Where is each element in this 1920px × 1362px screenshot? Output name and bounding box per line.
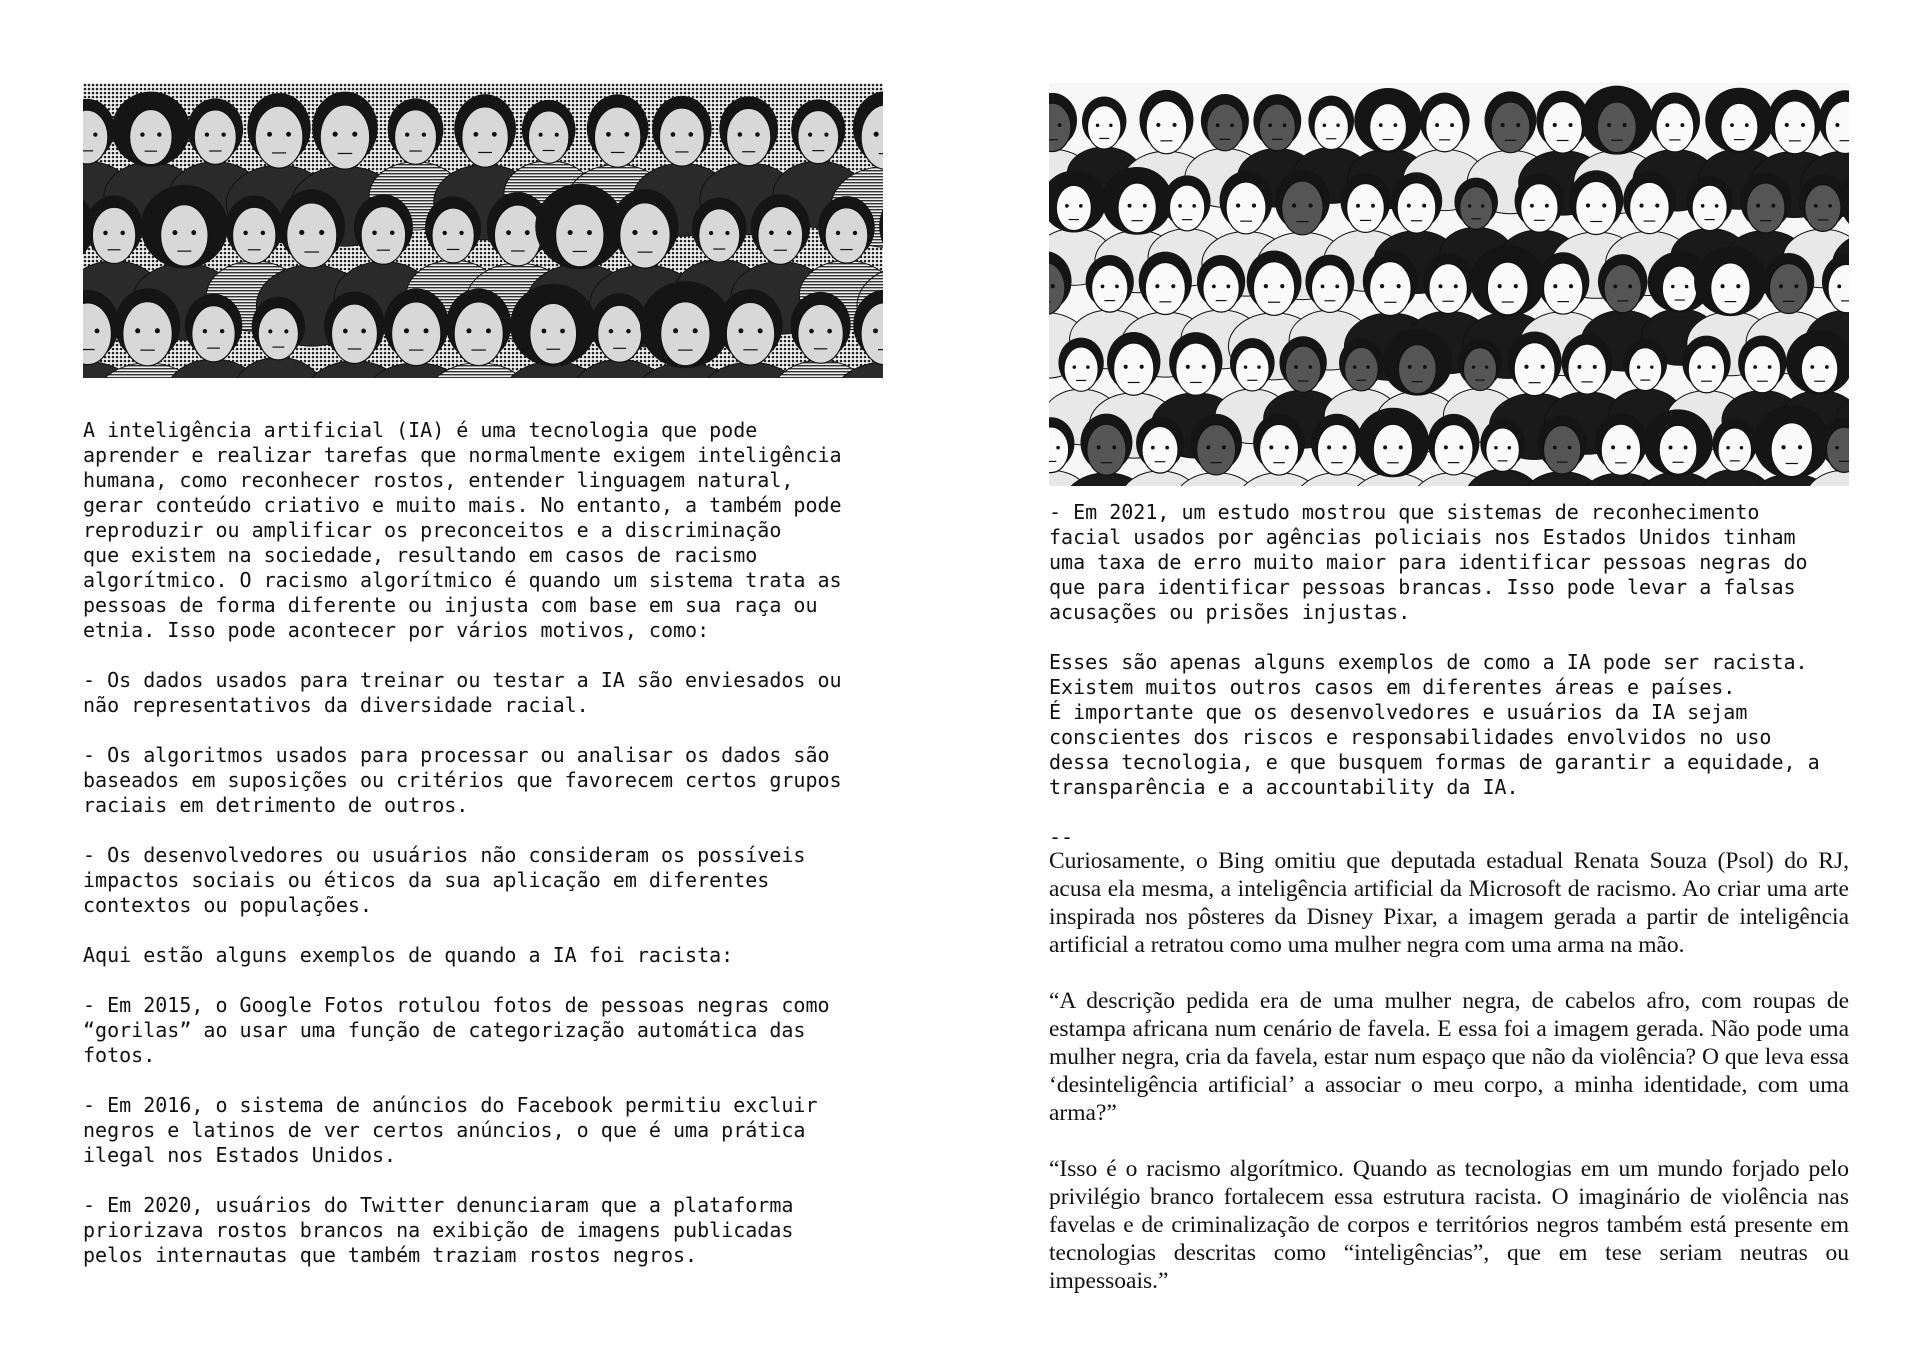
reason-item: - Os dados usados para treinar ou testar a IA são enviesados ou não representativos da diversidade racial. <box>83 668 842 717</box>
right-column <box>1049 83 1849 486</box>
separator: -- <box>1049 825 1074 849</box>
commentary <box>1049 847 1849 1323</box>
crowd-illustration-right <box>1049 83 1849 486</box>
crowd-illustration-left <box>83 83 883 378</box>
examples-heading: Aqui estão alguns exemplos de quando a IA foi racista: <box>83 943 734 967</box>
example-item: - Em 2021, um estudo mostrou que sistemas de reconhecimento facial usados por agências policiais nos Estados Unidos tinham uma taxa de erro muito maior para identificar pessoas negras do que para identificar pessoas brancas. Isso pode levar a falsas acusações ou prisões injustas. <box>1049 500 1808 624</box>
conclusion-paragraph: Esses são apenas alguns exemplos de como a IA pode ser racista. Existem muitos outros casos em diferentes áreas e países. É importante que os desenvolvedores e usuários da IA sejam conscientes dos riscos e responsabilidades envolvidos no uso dessa tecnologia, e que busquem formas de garantir a equidade, a transparência e a accountability da IA. <box>1049 650 1820 799</box>
quote-paragraph: “A descrição pedida era de uma mulher negra, de cabelos afro, com roupas de estampa africana num cenário de favela. E essa foi a imagem gerada. Não pode uma mulher negra, cria da favela, estar num espaço que não da violência? O que leva essa ‘desinteligência artificial’ a associar o meu corpo, a minha identidade, com uma arma?” <box>1049 988 1849 1126</box>
intro-paragraph: A inteligência artificial (IA) é uma tecnologia que pode aprender e realizar tarefas que normalmente exigem inteligência humana, como reconhecer rostos, entender linguagem natural, gerar conteúdo criativo e muito mais. No entanto, a também pode reproduzir ou amplificar os preconceitos e a discriminação que existem na sociedade, resultando em casos de racismo algorítmico. O racismo algorítmico é quando um sistema trata as pessoas de forma diferente ou injusta com base em sua raça ou etnia. Isso pode acontecer por vários motivos, como: <box>83 418 842 642</box>
right-text <box>1049 500 1849 850</box>
quote-paragraph: “Isso é o racismo algorítmico. Quando as tecnologias em um mundo forjado pelo privilégio branco fortalecem essa estrutura racista. O imaginário de violência nas favelas e de criminalização de corpos e territórios negros também está presente em tecnologias descritas como “inteligências”, que em tese seriam neutras ou impessoais.” <box>1049 1156 1849 1294</box>
reason-item: - Os algoritmos usados para processar ou analisar os dados são baseados em suposições ou critérios que favorecem certos grupos raciais em detrimento de outros. <box>83 743 842 817</box>
example-item: - Em 2015, o Google Fotos rotulou fotos de pessoas negras como “gorilas” ao usar uma função de categorização automática das fotos. <box>83 993 830 1067</box>
example-item: - Em 2020, usuários do Twitter denunciaram que a plataforma priorizava rostos brancos na exibição de imagens publicadas pelos internautas que também traziam rostos negros. <box>83 1193 794 1267</box>
left-text <box>83 418 883 1293</box>
example-item: - Em 2016, o sistema de anúncios do Facebook permitiu excluir negros e latinos de ver certos anúncios, o que é uma prática ilegal nos Estados Unidos. <box>83 1093 818 1167</box>
commentary-paragraph: Curiosamente, o Bing omitiu que deputada estadual Renata Souza (Psol) do RJ, acusa ela mesma, a inteligência artificial da Microsoft de racismo. Ao criar uma arte inspirada nos pôsteres da Disney Pixar, a imagem gerada a partir de inteligência artificial a retratou como uma mulher negra com uma arma na mão. <box>1049 848 1849 958</box>
left-column <box>83 83 883 378</box>
reason-item: - Os desenvolvedores ou usuários não consideram os possíveis impactos sociais ou éticos da sua aplicação em diferentes contextos ou populações. <box>83 843 806 917</box>
